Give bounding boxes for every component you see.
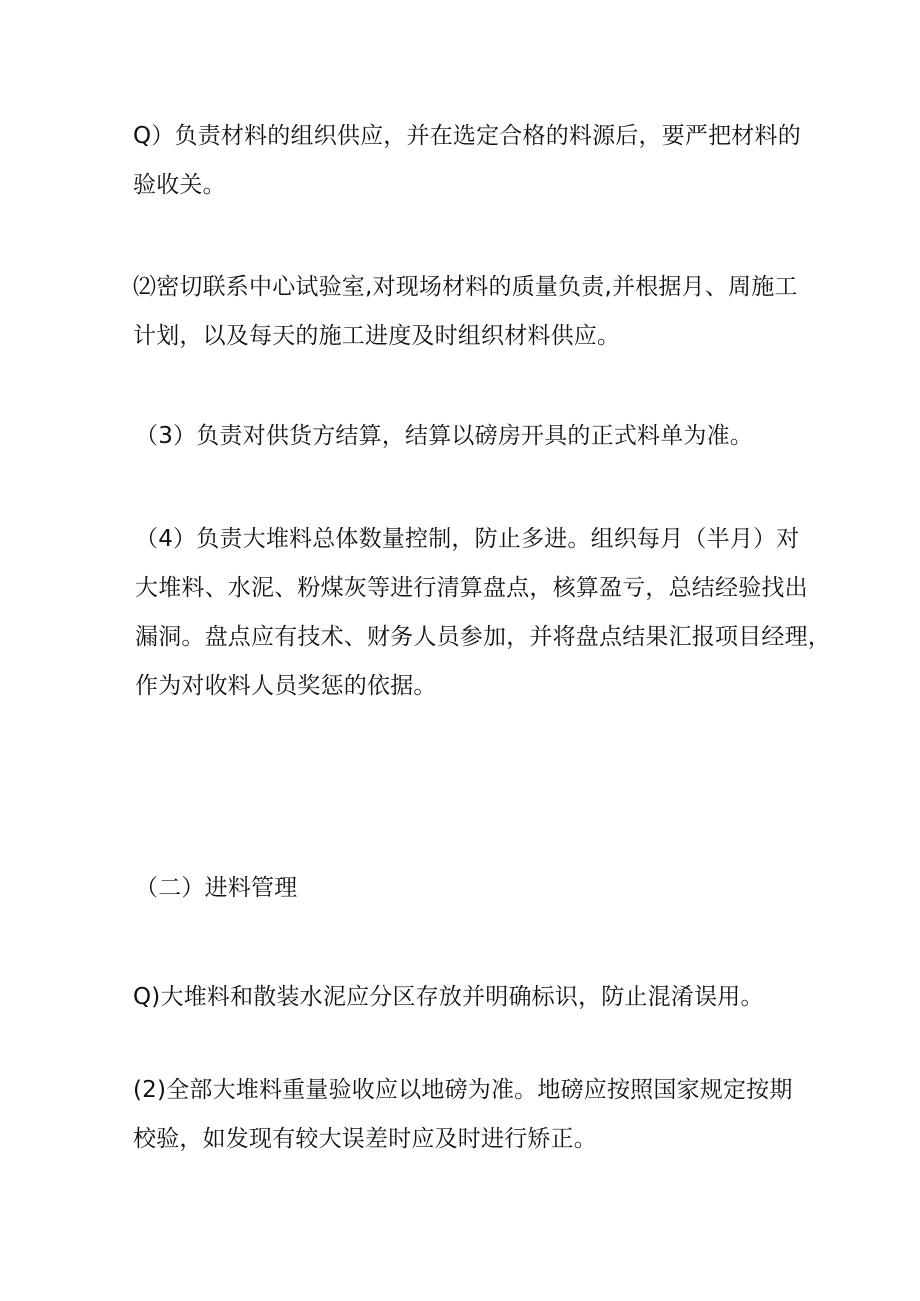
text-line: 漏洞。盘点应有技术、财务人员参加，并将盘点结果汇报项目经理， <box>135 624 831 650</box>
paragraph-material-supply <box>133 112 808 210</box>
text-line: ⑵密切联系中心试验室,对现场材料的质量负责,并根据月、周施工 <box>133 274 798 300</box>
text-line: （4）负责大堆料总体数量控制，防止多进。组织每月（半月）对 <box>135 526 800 552</box>
text-line: 计划，以及每天的施工进度及时组织材料供应。 <box>133 323 621 349</box>
text-line: 验收关。 <box>133 172 226 198</box>
text-line: 校验，如发现有较大误差时应及时进行矫正。 <box>133 1126 597 1152</box>
section-heading-incoming-materials <box>133 864 810 913</box>
paragraph-weighbridge <box>133 1066 808 1164</box>
paragraph-lab-liaison <box>133 263 808 361</box>
text-line: 大堆料、水泥、粉煤灰等进行清算盘点，核算盈亏，总结经验找出 <box>135 575 808 601</box>
text-line: Q）负责材料的组织供应，并在选定合格的料源后，要严把材料的 <box>133 123 801 149</box>
text-line: Q)大堆料和散装水泥应分区存放并明确标识，防止混淆误用。 <box>133 984 764 1010</box>
text-line: 作为对收料人员奖惩的依据。 <box>135 673 437 699</box>
paragraph-settlement <box>133 412 810 461</box>
paragraph-quantity-control <box>133 515 831 711</box>
paragraph-storage <box>133 973 808 1022</box>
text-line: （3）负责对供货方结算，结算以磅房开具的正式料单为准。 <box>135 423 754 449</box>
section-heading: （二）进料管理 <box>135 875 298 901</box>
text-line: (2)全部大堆料重量验收应以地磅为准。地磅应按照国家规定按期 <box>133 1077 793 1103</box>
